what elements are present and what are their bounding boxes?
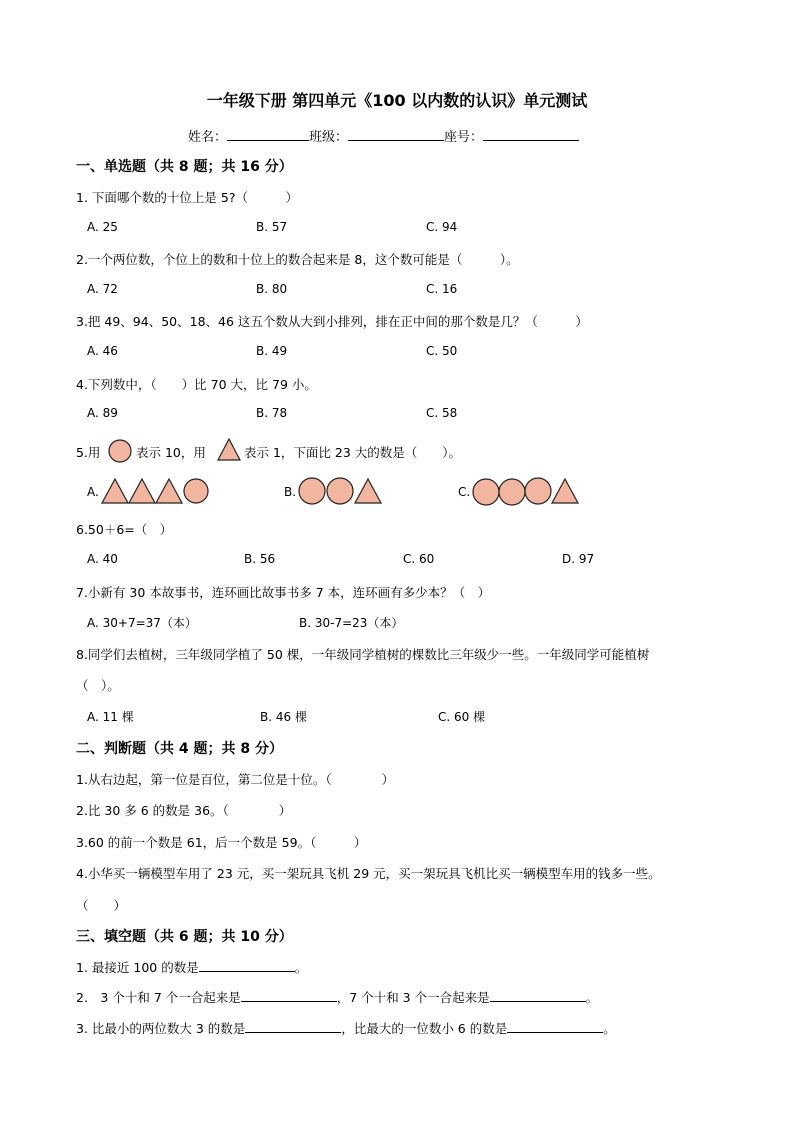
answer-blank[interactable] bbox=[241, 988, 337, 1002]
option-a[interactable]: A. 25 bbox=[87, 220, 118, 234]
triangle-icon bbox=[102, 479, 128, 503]
option-c[interactable]: C. 58 bbox=[426, 406, 458, 420]
question-text: 7.小新有 30 本故事书，连环画比故事书多 7 本，连环画有多少本？（ ） bbox=[76, 585, 491, 600]
name-blank[interactable] bbox=[227, 127, 309, 141]
question-text: 8.同学们去植树，三年级同学植了 50 棵，一年级同学植树的棵数比三年级少一些。一年级同学可能植树 bbox=[76, 647, 650, 662]
fill-text: ，比最大的一位数小 6 的数是 bbox=[341, 1021, 508, 1036]
question-5-part1: 5.用 bbox=[76, 445, 101, 460]
circle-icon bbox=[525, 478, 551, 504]
circle-icon bbox=[473, 479, 499, 505]
fill-text: 。 bbox=[603, 1021, 616, 1036]
option-b[interactable]: B. 78 bbox=[256, 406, 288, 420]
option-b[interactable]: B. bbox=[284, 485, 297, 499]
page-title: 一年级下册 第四单元《100 以内数的认识》单元测试 bbox=[206, 91, 588, 110]
name-label: 姓名： bbox=[188, 130, 228, 145]
circle-icon bbox=[327, 478, 353, 504]
option-c-shapes[interactable] bbox=[471, 476, 581, 508]
option-c[interactable]: C. 50 bbox=[426, 344, 458, 358]
triangle-icon bbox=[552, 479, 578, 503]
option-b[interactable]: B. 80 bbox=[256, 282, 288, 296]
answer-blank[interactable] bbox=[507, 1019, 603, 1033]
option-a[interactable]: A. bbox=[87, 485, 99, 499]
class-blank[interactable] bbox=[348, 127, 444, 141]
question-text: 1.从右边起，第一位是百位，第二位是十位。（ ） bbox=[76, 772, 395, 787]
circle-icon bbox=[107, 438, 133, 464]
circle-icon bbox=[299, 478, 325, 504]
option-b[interactable]: B. 46 棵 bbox=[260, 710, 307, 724]
class-label: 班级： bbox=[309, 130, 349, 145]
triangle-icon bbox=[355, 479, 381, 503]
seat-label: 座号： bbox=[444, 130, 484, 145]
option-b[interactable]: B. 30-7=23（本） bbox=[299, 616, 404, 630]
option-a[interactable]: A. 30+7=37（本） bbox=[87, 616, 197, 630]
fill-question bbox=[76, 1019, 616, 1037]
option-a[interactable]: A. 46 bbox=[87, 344, 118, 358]
fill-text: 3. 比最小的两位数大 3 的数是 bbox=[76, 1021, 246, 1036]
option-a-shapes[interactable] bbox=[101, 476, 211, 506]
question-text: 2.一个两位数，个位上的数和十位上的数合起来是 8，这个数可能是（ ）。 bbox=[76, 252, 519, 267]
question-text-continued: （ ）。 bbox=[76, 678, 120, 693]
question-5-part3: 表示 1，下面比 23 大的数是（ ）。 bbox=[244, 445, 462, 460]
answer-blank[interactable] bbox=[490, 988, 586, 1002]
option-c[interactable]: C. 60 棵 bbox=[438, 710, 486, 724]
question-text: 2.比 30 多 6 的数是 36。（ ） bbox=[76, 803, 292, 818]
circle-icon bbox=[184, 479, 208, 503]
option-d[interactable]: D. 97 bbox=[562, 552, 595, 566]
section-title-true-false: 二、判断题（共 4 题；共 8 分） bbox=[76, 741, 283, 757]
fill-question bbox=[76, 988, 598, 1006]
fill-text: ，7 个十和 3 个一合起来是 bbox=[336, 990, 490, 1005]
circle-icon bbox=[499, 479, 525, 505]
question-text: 4.下列数中，（ ）比 70 大，比 79 小。 bbox=[76, 377, 317, 392]
fill-text: 1. 最接近 100 的数是 bbox=[76, 960, 199, 975]
option-c[interactable]: C. 94 bbox=[426, 220, 458, 234]
option-a[interactable]: A. 89 bbox=[87, 406, 118, 420]
option-a[interactable]: A. 72 bbox=[87, 282, 118, 296]
question-text-continued: （ ） bbox=[76, 898, 127, 913]
question-text: 6.50＋6=（ ） bbox=[76, 522, 173, 537]
option-b[interactable]: B. 57 bbox=[256, 220, 288, 234]
option-b[interactable]: B. 56 bbox=[244, 552, 276, 566]
option-a[interactable]: A. 11 棵 bbox=[87, 710, 134, 724]
question-text: 4.小华买一辆模型车用了 23 元，买一架玩具飞机 29 元，买一架玩具飞机比买一辆模型车用的钱多一些。 bbox=[76, 866, 661, 881]
option-b[interactable]: B. 49 bbox=[256, 344, 288, 358]
section-title-fill-blank: 三、填空题（共 6 题；共 10 分） bbox=[76, 929, 293, 945]
option-b-shapes[interactable] bbox=[296, 476, 386, 506]
option-a[interactable]: A. 40 bbox=[87, 552, 118, 566]
seat-blank[interactable] bbox=[483, 127, 579, 141]
question-5-part2: 表示 10，用 bbox=[136, 445, 206, 460]
section-title-single-choice: 一、单选题（共 8 题；共 16 分） bbox=[76, 159, 293, 175]
triangle-icon bbox=[156, 479, 182, 503]
fill-text: 。 bbox=[585, 990, 599, 1005]
fill-text: 2. 3 个十和 7 个一合起来是 bbox=[76, 990, 241, 1005]
option-c[interactable]: C. 16 bbox=[426, 282, 458, 296]
fill-text: 。 bbox=[294, 960, 308, 975]
fill-question bbox=[76, 958, 307, 976]
student-info-line bbox=[188, 126, 579, 145]
question-text: 3.把 49、94、50、18、46 这五个数从大到小排列，排在正中间的那个数是几？（ ） bbox=[76, 314, 588, 329]
answer-blank[interactable] bbox=[245, 1019, 341, 1033]
triangle-icon bbox=[216, 437, 242, 463]
triangle-icon bbox=[129, 479, 155, 503]
option-c[interactable]: C. 60 bbox=[403, 552, 435, 566]
question-text: 1. 下面哪个数的十位上是 5?（ ） bbox=[76, 190, 298, 205]
option-c[interactable]: C. bbox=[458, 485, 471, 499]
answer-blank[interactable] bbox=[199, 958, 295, 972]
question-text: 3.60 的前一个数是 61，后一个数是 59。（ ） bbox=[76, 835, 367, 850]
